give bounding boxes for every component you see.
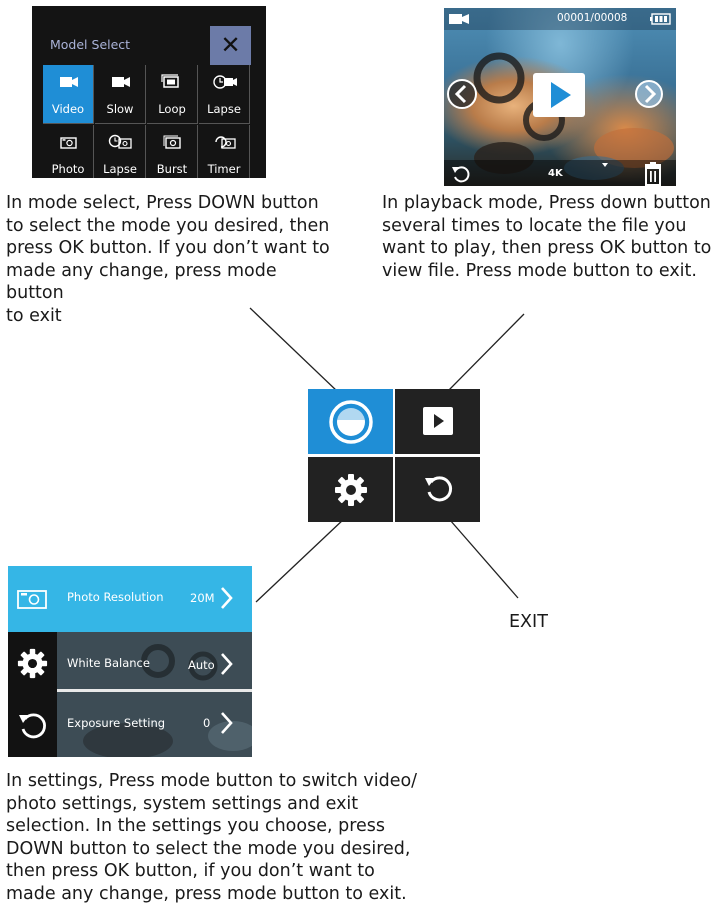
timer-photo-icon [199, 133, 250, 151]
playback-bottom-bar [444, 160, 676, 186]
camera-mode-icon [327, 398, 375, 446]
photo-camera-icon [43, 133, 94, 151]
playback-tile[interactable] [395, 389, 480, 454]
mode-slow-button[interactable] [95, 65, 146, 124]
prev-arrow-icon[interactable] [446, 78, 478, 110]
settings-tab-photo[interactable] [8, 566, 57, 632]
close-button[interactable]: ✕ [210, 26, 251, 65]
next-arrow-icon[interactable] [634, 79, 664, 109]
mode-loop-button[interactable] [147, 65, 198, 124]
connector-exit-line [450, 520, 518, 598]
playback-icon [423, 407, 453, 435]
mode-label: Loop [158, 102, 186, 116]
settings-gear-icon [334, 473, 368, 507]
setting-label: Exposure Setting [67, 716, 166, 730]
mode-timer-button[interactable] [199, 125, 250, 178]
mode-label: Slow [106, 102, 134, 116]
settings-tab-exit[interactable] [8, 695, 57, 757]
setting-value: 20M [190, 591, 215, 605]
exit-tile[interactable] [395, 457, 480, 522]
settings-tab-system[interactable] [8, 632, 57, 695]
setting-label: White Balance [67, 656, 150, 670]
slow-motion-icon [95, 73, 146, 91]
mode-select-panel [32, 6, 266, 178]
photo-camera-icon [17, 588, 47, 610]
trash-icon[interactable] [642, 162, 664, 186]
setting-value: Auto [188, 658, 215, 672]
mode-label: Lapse [207, 102, 241, 116]
setting-value: 0 [203, 716, 211, 730]
back-icon[interactable] [450, 163, 472, 185]
resolution-label: 4K [548, 168, 563, 179]
settings-gear-icon [17, 648, 48, 679]
play-icon[interactable] [533, 73, 585, 117]
chevron-right-icon [219, 585, 235, 611]
mode-lapse-photo-button[interactable] [95, 125, 146, 178]
battery-icon [650, 13, 672, 25]
video-camera-icon [43, 73, 94, 91]
mode-label: Video [51, 102, 85, 116]
settings-row-white-balance[interactable] [57, 632, 252, 689]
exit-back-icon [422, 472, 456, 506]
mode-select-title: Model Select [50, 37, 131, 52]
connector-playback-line [448, 314, 524, 391]
mode-burst-button[interactable] [147, 125, 198, 178]
mode-video-button[interactable] [43, 65, 94, 124]
main-menu-grid [308, 389, 481, 522]
video-camera-icon [448, 12, 470, 26]
file-counter: 00001/00008 [557, 12, 628, 24]
mode-label: Lapse [103, 162, 137, 176]
loop-recording-icon [147, 73, 198, 91]
time-lapse-photo-icon [95, 133, 146, 151]
mode-lapse-video-button[interactable] [199, 65, 250, 124]
back-icon [17, 709, 49, 741]
settings-tile[interactable] [308, 457, 393, 522]
mode-label: Burst [156, 162, 188, 176]
settings-row-exposure[interactable] [57, 692, 252, 757]
mode-label: Photo [51, 162, 85, 176]
time-lapse-video-icon [199, 73, 250, 91]
camera-mode-tile[interactable] [308, 389, 393, 454]
settings-panel [8, 566, 252, 757]
mode-label: Timer [207, 162, 241, 176]
exit-label: EXIT [509, 612, 548, 632]
playback-panel [444, 8, 676, 186]
mode-photo-button[interactable] [43, 125, 94, 178]
chevron-right-icon [219, 651, 235, 677]
setting-label: Photo Resolution [67, 590, 164, 604]
caret-icon [602, 163, 608, 169]
settings-row-photo-resolution[interactable] [57, 566, 252, 632]
settings-caption: In settings, Press mode button to switch video/ photo settings, system settings and exit selection. In the settings you choose, press DOWN button to select the mode you desired, then press OK button, if you don’t want to made any change, press mode button to exit. [6, 771, 418, 904]
connector-settings-line [256, 518, 345, 602]
mode-select-caption: In mode select, Press DOWN button to select the mode you desired, then press OK button. If you don’t want to made any change, press mode button to exit [6, 193, 330, 326]
playback-caption: In playback mode, Press down button several times to locate the file you want to play, then press OK button to view file. Press mode button to exit. [382, 193, 712, 281]
chevron-right-icon [219, 710, 235, 736]
burst-photo-icon [147, 133, 198, 151]
